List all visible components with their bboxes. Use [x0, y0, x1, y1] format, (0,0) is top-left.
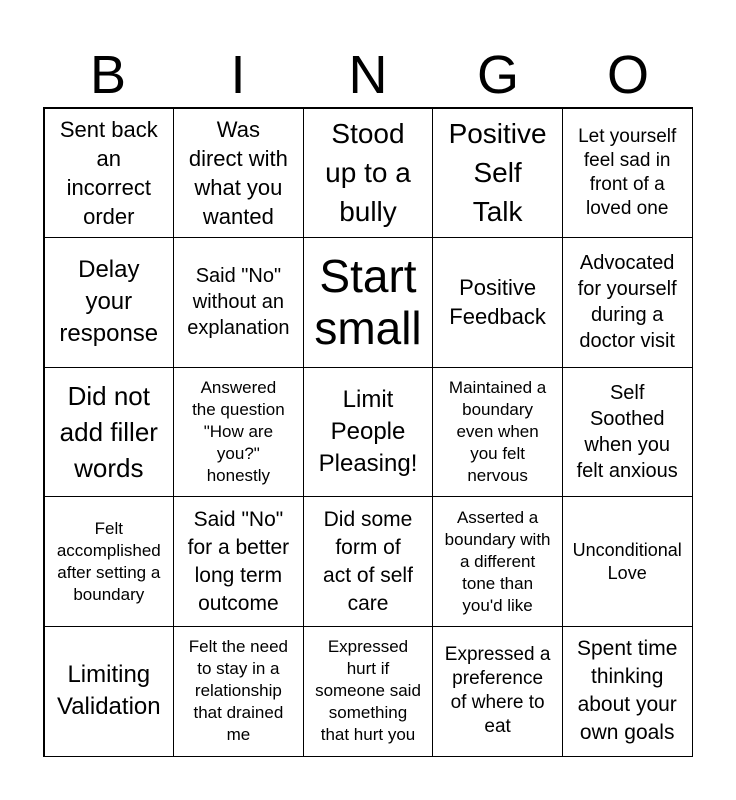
cell-text: Self Soothed when you felt anxious: [576, 381, 678, 482]
cell-text: Answered the question "How are you?" honestly: [192, 377, 285, 485]
bingo-cell[interactable]: [303, 108, 434, 239]
bingo-cell[interactable]: [173, 367, 304, 498]
bingo-cell[interactable]: [44, 367, 175, 498]
header-letter-o: O: [606, 45, 649, 105]
cell-text: Expressed hurt if someone said something that hurt you: [315, 637, 421, 745]
cell-text: Said "No" without an explanation: [187, 265, 290, 340]
bingo-cell[interactable]: [562, 496, 693, 627]
cell-text: Stood up to a bully: [325, 118, 411, 228]
cell-text: Unconditional Love: [572, 539, 682, 583]
cell-text: Start small: [314, 250, 422, 355]
bingo-cell[interactable]: [303, 496, 434, 627]
bingo-cell[interactable]: [44, 626, 175, 757]
cell-text: Limit People Pleasing!: [318, 385, 418, 477]
header-letter-g: G: [476, 45, 519, 105]
bingo-cell[interactable]: [432, 496, 563, 627]
bingo-cell[interactable]: [303, 367, 434, 498]
cell-text: Sent back an incorrect order: [59, 116, 158, 229]
bingo-cell[interactable]: [562, 367, 693, 498]
bingo-cell[interactable]: [432, 367, 563, 498]
bingo-cell[interactable]: [432, 626, 563, 757]
bingo-cell[interactable]: [303, 237, 434, 368]
cell-text: Advocated for yourself during a doctor visit: [577, 252, 677, 353]
cell-text: Asserted a boundary with a different tone than you'd like: [444, 507, 551, 615]
cell-text: Expressed a preference of where to eat: [444, 644, 551, 738]
cell-text: Delay your response: [59, 256, 159, 348]
cell-text: Let yourself feel sad in front of a loved one: [578, 125, 677, 219]
bingo-cell[interactable]: [173, 108, 304, 239]
cell-text: Felt the need to stay in a relationship that drained me: [188, 637, 289, 745]
bingo-cell[interactable]: [44, 496, 175, 627]
header-letter-n: N: [348, 45, 388, 105]
bingo-cell[interactable]: [432, 108, 563, 239]
bingo-cell[interactable]: [173, 237, 304, 368]
cell-text: Felt accomplished after setting a boundary: [56, 518, 161, 604]
cell-text: Positive Feedback: [449, 275, 546, 330]
cell-text: Maintained a boundary even when you felt nervous: [448, 377, 547, 485]
bingo-cell[interactable]: [562, 108, 693, 239]
bingo-header: [43, 44, 693, 106]
cell-text: Spent time thinking about your own goals: [577, 637, 678, 745]
bingo-cell[interactable]: [173, 496, 304, 627]
cell-text: Did some form of act of self care: [323, 507, 413, 615]
header-letter-b: B: [89, 45, 127, 105]
cell-text: Positive Self Talk: [448, 118, 547, 228]
bingo-cell[interactable]: [432, 237, 563, 368]
cell-text: Did not add filler words: [59, 380, 158, 483]
bingo-cell[interactable]: [44, 108, 175, 239]
bingo-grid: [43, 107, 693, 757]
bingo-cell[interactable]: [562, 626, 693, 757]
cell-text: Was direct with what you wanted: [188, 116, 288, 229]
header-letter-i: I: [230, 45, 246, 105]
bingo-cell[interactable]: [173, 626, 304, 757]
cell-text: Limiting Validation: [56, 661, 161, 721]
bingo-cell[interactable]: [303, 626, 434, 757]
bingo-cell[interactable]: [44, 237, 175, 368]
bingo-cell[interactable]: [562, 237, 693, 368]
cell-text: Said "No" for a better long term outcome: [187, 507, 290, 615]
